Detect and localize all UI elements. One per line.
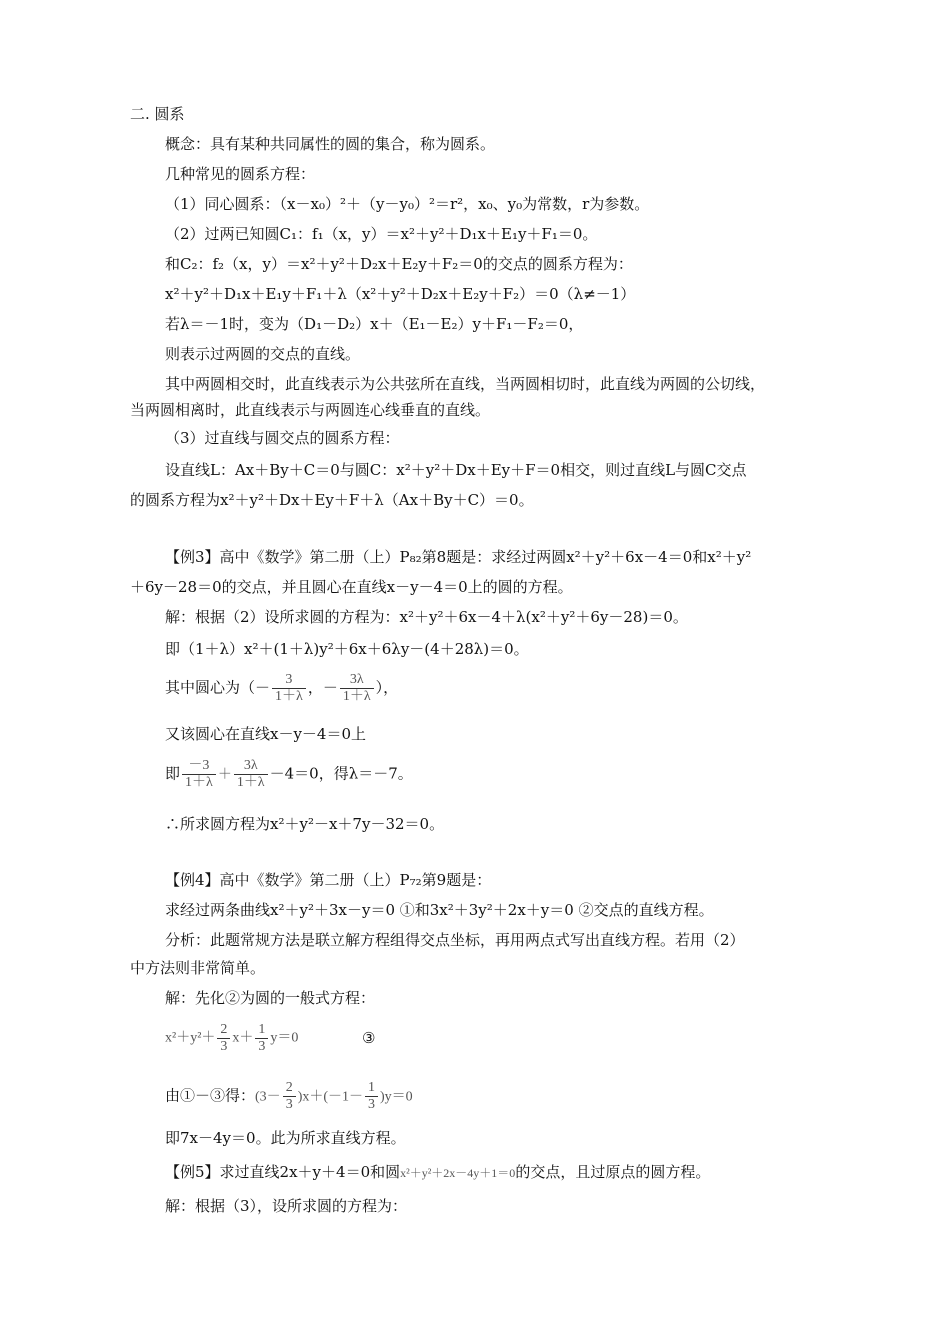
text-fragment: ，－ (307, 678, 338, 697)
text-line: 和C₂：f₂（x，y）＝x²＋y²＋D₂x＋E₂y＋F₂＝0的交点的圆系方程为： (165, 255, 633, 273)
example-5-title (165, 1162, 710, 1183)
text-line: 几种常见的圆系方程： (165, 165, 316, 183)
text-fragment: ）， (375, 678, 399, 697)
fraction (182, 758, 216, 791)
fraction-numerator: 3λ (340, 672, 374, 689)
text-fragment: x²＋y²＋ (165, 1030, 216, 1046)
math-fragment: )y＝0 (380, 1089, 413, 1105)
fraction (255, 1022, 268, 1055)
text-line: （3）过直线与圆交点的圆系方程： (165, 429, 400, 447)
text-line: 设直线L：Ax＋By＋C＝0与圆C：x²＋y²＋Dx＋Ey＋F＝0相交，则过直线L与圆C交点 (165, 461, 747, 479)
fraction-denominator: 1＋λ (236, 775, 265, 790)
text-line: 的圆系方程为x²＋y²＋Dx＋Ey＋F＋λ（Ax＋By＋C）＝0。 (130, 491, 534, 509)
text-line: 中方法则非常简单。 (130, 959, 266, 977)
concept-line: 概念：具有某种共同属性的圆的集合，称为圆系。 (165, 135, 496, 153)
analysis-line: 分析：此题常规方法是联立解方程组得交点坐标，再用两点式写出直线方程。若用（2） (165, 931, 745, 949)
fraction-numerator: 1 (255, 1022, 268, 1039)
text-line: 则表示过两圆的交点的直线。 (165, 345, 361, 363)
fraction (234, 758, 268, 791)
plus-sign: ＋ (217, 767, 232, 783)
fraction (340, 672, 374, 705)
equation-3 (165, 1022, 298, 1055)
fraction-numerator: 3λ (234, 758, 268, 775)
text-fragment: 其中圆心为（－ (165, 678, 271, 697)
text-line: （1）同心圆系：（x－x₀）²＋（y－y₀）²＝r²，x₀、y₀为常数，r为参数。 (165, 195, 650, 213)
section-heading: 二. 圆系 (130, 105, 185, 123)
fraction-numerator: 2 (217, 1022, 230, 1039)
solution-line: 解：根据（3），设所求圆的方程为： (165, 1197, 408, 1215)
equation-line: 即（1＋λ）x²＋(1＋λ)y²＋6x＋6λy－(4＋28λ)＝0。 (165, 640, 529, 658)
text-line: 求经过两条曲线x²＋y²＋3x－y＝0 ①和3x²＋3y²＋2x＋y＝0 ②交点的直线方程。 (165, 901, 714, 919)
solution-line: 解：先化②为圆的一般式方程： (165, 989, 376, 1007)
fraction-denominator: 3 (368, 1097, 376, 1112)
subtraction-line (165, 1080, 413, 1113)
equation-line: x²＋y²＋D₁x＋E₁y＋F₁＋λ（x²＋y²＋D₂x＋E₂y＋F₂）＝0（λ≠－1） (165, 285, 636, 303)
text-fragment: 即 (165, 764, 181, 783)
text-fragment: 【例5】求过直线2x＋y＋4＝0和圆 (165, 1163, 401, 1181)
fraction-numerator: 3 (272, 672, 306, 689)
fraction (365, 1080, 378, 1113)
fraction-denominator: 1＋λ (185, 775, 213, 790)
result-line: ∴所求圆方程为x²＋y²－x＋7y－32＝0。 (165, 815, 445, 833)
math-fragment: )x＋(－1－ (297, 1089, 364, 1105)
equation-tag: ③ (362, 1029, 376, 1047)
fraction-denominator: 1＋λ (342, 689, 371, 704)
text-line: （2）过两已知圆C₁：f₁（x，y）＝x²＋y²＋D₁x＋E₁y＋F₁＝0。 (165, 225, 598, 243)
text-line: 其中两圆相交时，此直线表示为公共弦所在直线，当两圆相切时，此直线为两圆的公切线， (165, 375, 766, 393)
text-fragment: 由①－③得： (165, 1086, 256, 1105)
fraction-denominator: 1＋λ (275, 689, 303, 704)
circle-equation: x²＋y²＋2x－4y＋1＝0 (400, 1166, 516, 1180)
example-3-title: 【例3】高中《数学》第二册（上）P₈₂第8题是：求经过两圆x²＋y²＋6x－4＝0和x²＋y² (165, 548, 752, 566)
substitution-line (165, 758, 413, 791)
solution-line: 解：根据（2）设所求圆的方程为：x²＋y²＋6x－4＋λ(x²＋y²＋6y－28)＝0。 (165, 608, 688, 626)
text-line: 当两圆相离时，此直线表示与两圆连心线垂直的直线。 (130, 401, 491, 419)
text-line: 又该圆心在直线x－y－4＝0上 (165, 725, 367, 743)
text-fragment: y＝0 (270, 1030, 299, 1046)
fraction-numerator: 2 (283, 1080, 296, 1097)
example-4-title: 【例4】高中《数学》第二册（上）P₇₂第9题是： (165, 871, 492, 889)
fraction-denominator: 3 (220, 1039, 228, 1054)
text-line: 若λ＝－1时，变为（D₁－D₂）x＋（E₁－E₂）y＋F₁－F₂＝0， (165, 315, 584, 333)
fraction (283, 1080, 296, 1113)
text-line: ＋6y－28＝0的交点，并且圆心在直线x－y－4＝0上的圆的方程。 (130, 578, 573, 596)
fraction-denominator: 3 (258, 1039, 266, 1054)
fraction-numerator: 1 (365, 1080, 378, 1097)
fraction-denominator: 3 (285, 1097, 293, 1112)
text-fragment: x＋ (232, 1030, 254, 1046)
fraction (272, 672, 306, 705)
math-fragment: (3－ (255, 1089, 281, 1105)
text-fragment: 的交点，且过原点的圆方程。 (515, 1163, 711, 1181)
fraction (217, 1022, 230, 1055)
center-formula-line (165, 672, 398, 705)
text-line: 即7x－4y＝0。此为所求直线方程。 (165, 1129, 406, 1147)
text-fragment: －4＝0，得λ＝－7。 (269, 764, 413, 783)
fraction-numerator: －3 (182, 758, 216, 775)
